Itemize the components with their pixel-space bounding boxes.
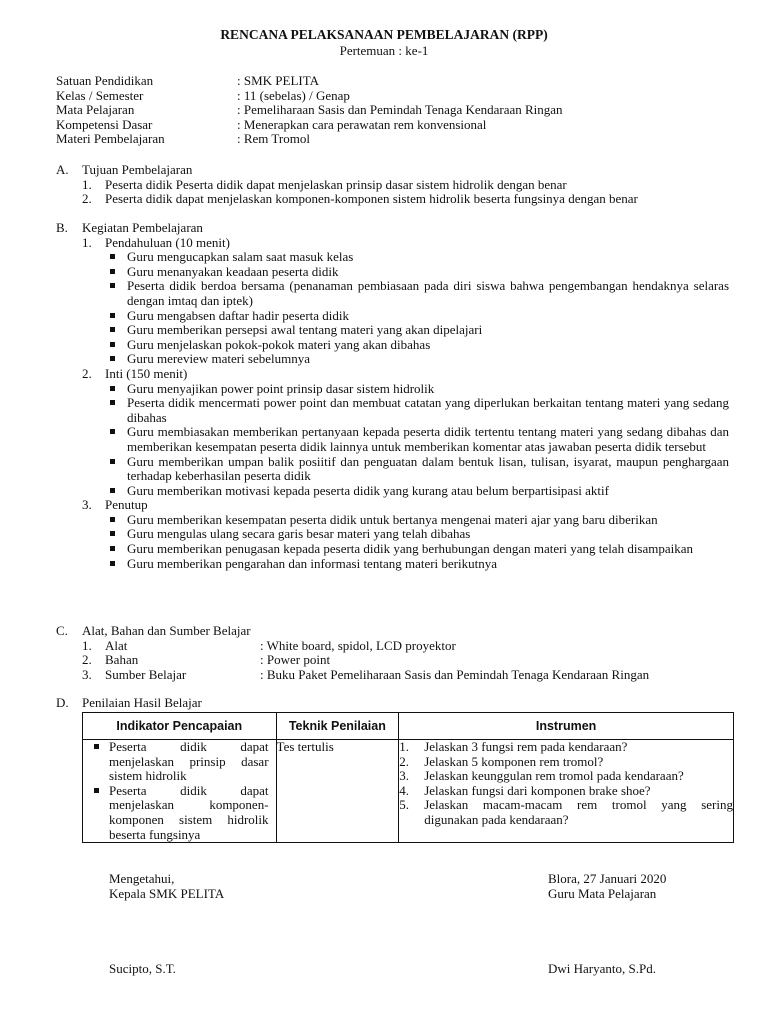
column-header: Indikator Pencapaian	[83, 713, 277, 740]
info-row	[56, 132, 563, 147]
bullet-icon	[105, 323, 127, 338]
identity-block	[56, 74, 563, 147]
bullet-icon	[105, 513, 127, 528]
instrument-cell	[399, 740, 734, 843]
info-label: Kelas / Semester	[56, 87, 144, 103]
section-alat-bahan	[56, 624, 736, 682]
list-item	[105, 279, 736, 308]
info-label: Materi Pembelajaran	[56, 131, 165, 147]
bullet-icon	[105, 265, 127, 280]
table-header-row	[83, 713, 734, 740]
bullet-icon	[105, 557, 127, 572]
bullet-icon	[91, 740, 109, 784]
activity-text: Guru mengucapkan salam saat masuk kelas	[127, 249, 354, 265]
question-number: 2.	[399, 753, 409, 769]
resource-value: : Buku Paket Pemeliharaan Sasis dan Pemindah Tenaga Kendaraan Ringan	[260, 666, 650, 682]
resource-value: : White board, spidol, LCD proyektor	[260, 637, 456, 653]
bullet-icon	[105, 382, 127, 397]
list-item	[105, 396, 736, 425]
activity-phase-label: Inti (150 menit)	[105, 365, 188, 381]
bullet-icon	[105, 338, 127, 353]
question-text: Jelaskan 3 fungsi rem pada kendaraan?	[424, 739, 628, 754]
info-row	[56, 74, 563, 89]
question-text: Jelaskan macam-macam rem tromol yang sering digunakan pada kendaraan?	[424, 797, 733, 827]
item-number: 1.	[82, 176, 92, 192]
section-penilaian	[56, 696, 736, 711]
activity-text: Peserta didik berdoa bersama (penanaman pembiasaan pada diri siswa bahwa pengembangan hendaknya selaras dengan imtaq dan iptek)	[127, 278, 729, 308]
question-item	[399, 755, 733, 770]
activity-text: Guru memberikan penugasan kepada peserta didik yang berhubungan dengan materi yang telah disampaikan	[127, 541, 694, 557]
info-row	[56, 89, 563, 104]
signature-right	[548, 872, 666, 901]
list-item	[105, 425, 736, 454]
indicator-text: Peserta didik dapat menjelaskan prinsip dasar sistem hidrolik	[109, 739, 269, 784]
list-item	[105, 382, 736, 397]
column-header: Instrumen	[399, 713, 734, 740]
question-item	[399, 784, 733, 799]
info-label: Kompetensi Dasar	[56, 116, 153, 132]
resource-label: Sumber Belajar	[105, 666, 187, 682]
info-label: Satuan Pendidikan	[56, 73, 154, 88]
activity-text: Guru memberikan pengarahan dan informasi tentang materi berikutnya	[127, 555, 498, 571]
signature-date: Blora, 27 Januari 2020	[548, 871, 667, 886]
question-number: 3.	[399, 768, 409, 784]
indicator-text: Peserta didik dapat menjelaskan komponen-komponen sistem hidrolik beserta fungsinya	[109, 782, 269, 842]
section-letter: D.	[56, 695, 69, 710]
list-item	[105, 265, 736, 280]
list-item	[105, 309, 736, 324]
activity-text: Guru memberikan motivasi kepada peserta didik yang kurang atau belum berpartisipasi aktif	[127, 482, 609, 498]
activity-text: Peserta didik mencermati power point dan membuat catatan yang diperlukan berkaitan tentang materi yang sedang dibahas	[127, 395, 729, 425]
list-item	[105, 542, 736, 557]
question-item	[399, 798, 733, 827]
section-letter: B.	[56, 220, 68, 235]
list-item	[83, 784, 276, 842]
bullet-icon	[105, 250, 127, 265]
column-header: Teknik Penilaian	[276, 713, 399, 740]
activity-text: Guru memberikan umpan balik posiitif dan penguatan dalam bentuk lisan, tulisan, isyarat, maupun penghargaan terhadap keberhasilan peserta didik	[127, 453, 729, 484]
signature-name-left: Sucipto, S.T.	[109, 961, 176, 976]
signature-role: Guru Mata Pelajaran	[548, 885, 657, 901]
info-label: Mata Pelajaran	[56, 102, 135, 118]
question-number: 5.	[399, 797, 409, 813]
bullet-icon	[105, 309, 127, 324]
section-tujuan	[56, 163, 736, 207]
resource-value: : Power point	[260, 652, 331, 668]
section-heading: Alat, Bahan dan Sumber Belajar	[82, 623, 251, 638]
list-item	[105, 513, 736, 528]
section-heading: Tujuan Pembelajaran	[82, 162, 193, 177]
question-item	[399, 769, 733, 784]
question-text: Jelaskan fungsi dari komponen brake shoe?	[424, 782, 651, 798]
item-number: 3.	[82, 666, 92, 682]
signature-role: Kepala SMK PELITA	[109, 885, 225, 901]
info-value: : Rem Tromol	[237, 131, 310, 147]
activity-phase-label: Penutup	[105, 497, 148, 513]
section-heading: Penilaian Hasil Belajar	[82, 695, 202, 710]
table-row	[83, 740, 734, 843]
info-row	[56, 118, 563, 133]
activity-text: Guru mereview materi sebelumnya	[127, 351, 311, 367]
resource-label: Bahan	[105, 652, 139, 668]
assessment-table	[82, 712, 734, 843]
document-title: RENCANA PELAKSANAAN PEMBELAJARAN (RPP)	[220, 27, 548, 42]
question-item	[399, 740, 733, 755]
item-number: 1.	[82, 234, 92, 250]
bullet-icon	[105, 352, 127, 367]
info-value: : Pemeliharaan Sasis dan Pemindah Tenaga Kendaraan Ringan	[237, 102, 563, 118]
activity-text: Guru mengulas ulang secara garis besar materi yang telah dibahas	[127, 526, 471, 542]
list-item	[105, 557, 736, 572]
indicator-cell	[83, 740, 277, 843]
activity-text: Guru mengabsen daftar hadir peserta didik	[127, 307, 350, 323]
bullet-icon	[91, 784, 109, 842]
activity-text: Guru memberikan persepsi awal tentang materi yang akan dipelajari	[127, 322, 483, 338]
section-heading: Kegiatan Pembelajaran	[82, 220, 203, 235]
item-number: 1.	[82, 637, 92, 653]
question-text: Jelaskan 5 komponen rem tromol?	[424, 753, 604, 769]
activity-text: Guru membiasakan memberikan pertanyaan kepada peserta didik tertentu tentang materi yang sedang dibahas dan memberikan kesempatan peserta didik lainnya untuk memberikan komentar atas jawaban peserta didik tersebut	[127, 424, 729, 454]
signature-greeting: Mengetahui,	[109, 871, 175, 886]
activity-text: Guru menyajikan power point prinsip dasar sistem hidrolik	[127, 380, 435, 396]
list-item	[105, 527, 736, 542]
info-row	[56, 103, 563, 118]
item-number: 2.	[82, 652, 92, 668]
list-item	[105, 323, 736, 338]
resource-label: Alat	[105, 637, 128, 653]
document-subtitle: Pertemuan : ke-1	[339, 43, 429, 58]
bullet-icon	[105, 542, 127, 557]
signature-left	[109, 872, 224, 901]
activity-text: Guru memberikan kesempatan peserta didik untuk bertanya mengenai materi ajar yang baru diberikan	[127, 511, 658, 527]
bullet-icon	[105, 527, 127, 542]
section-kegiatan	[56, 221, 736, 571]
info-value: : SMK PELITA	[237, 73, 320, 88]
list-item	[105, 352, 736, 367]
objective-text: Peserta didik Peserta didik dapat menjelaskan prinsip dasar sistem hidrolik dengan benar	[105, 176, 567, 192]
bullet-icon	[105, 396, 127, 425]
info-value: : 11 (sebelas) / Genap	[237, 87, 350, 103]
item-number: 2.	[82, 365, 92, 381]
question-number: 1.	[399, 739, 409, 754]
list-item	[105, 338, 736, 353]
list-item	[105, 455, 736, 484]
signature-name-right: Dwi Haryanto, S.Pd.	[548, 961, 656, 976]
question-number: 4.	[399, 782, 409, 798]
bullet-icon	[105, 279, 127, 308]
section-letter: C.	[56, 623, 68, 638]
activity-text: Guru menjelaskan pokok-pokok materi yang akan dibahas	[127, 336, 431, 352]
item-number: 3.	[82, 497, 92, 513]
technique-cell: Tes tertulis	[276, 740, 399, 843]
section-letter: A.	[56, 162, 69, 177]
activity-phase-label: Pendahuluan (10 menit)	[105, 234, 230, 250]
activity-text: Guru menanyakan keadaan peserta didik	[127, 263, 339, 279]
info-value: : Menerapkan cara perawatan rem konvensional	[237, 116, 487, 132]
item-number: 2.	[82, 191, 92, 207]
list-item	[83, 740, 276, 784]
list-item	[105, 484, 736, 499]
bullet-icon	[105, 425, 127, 454]
question-text: Jelaskan keunggulan rem tromol pada kendaraan?	[424, 768, 684, 784]
bullet-icon	[105, 484, 127, 499]
bullet-icon	[105, 455, 127, 484]
list-item	[105, 250, 736, 265]
objective-text: Peserta didik dapat menjelaskan komponen-komponen sistem hidrolik beserta fungsinya dengan benar	[105, 191, 638, 207]
